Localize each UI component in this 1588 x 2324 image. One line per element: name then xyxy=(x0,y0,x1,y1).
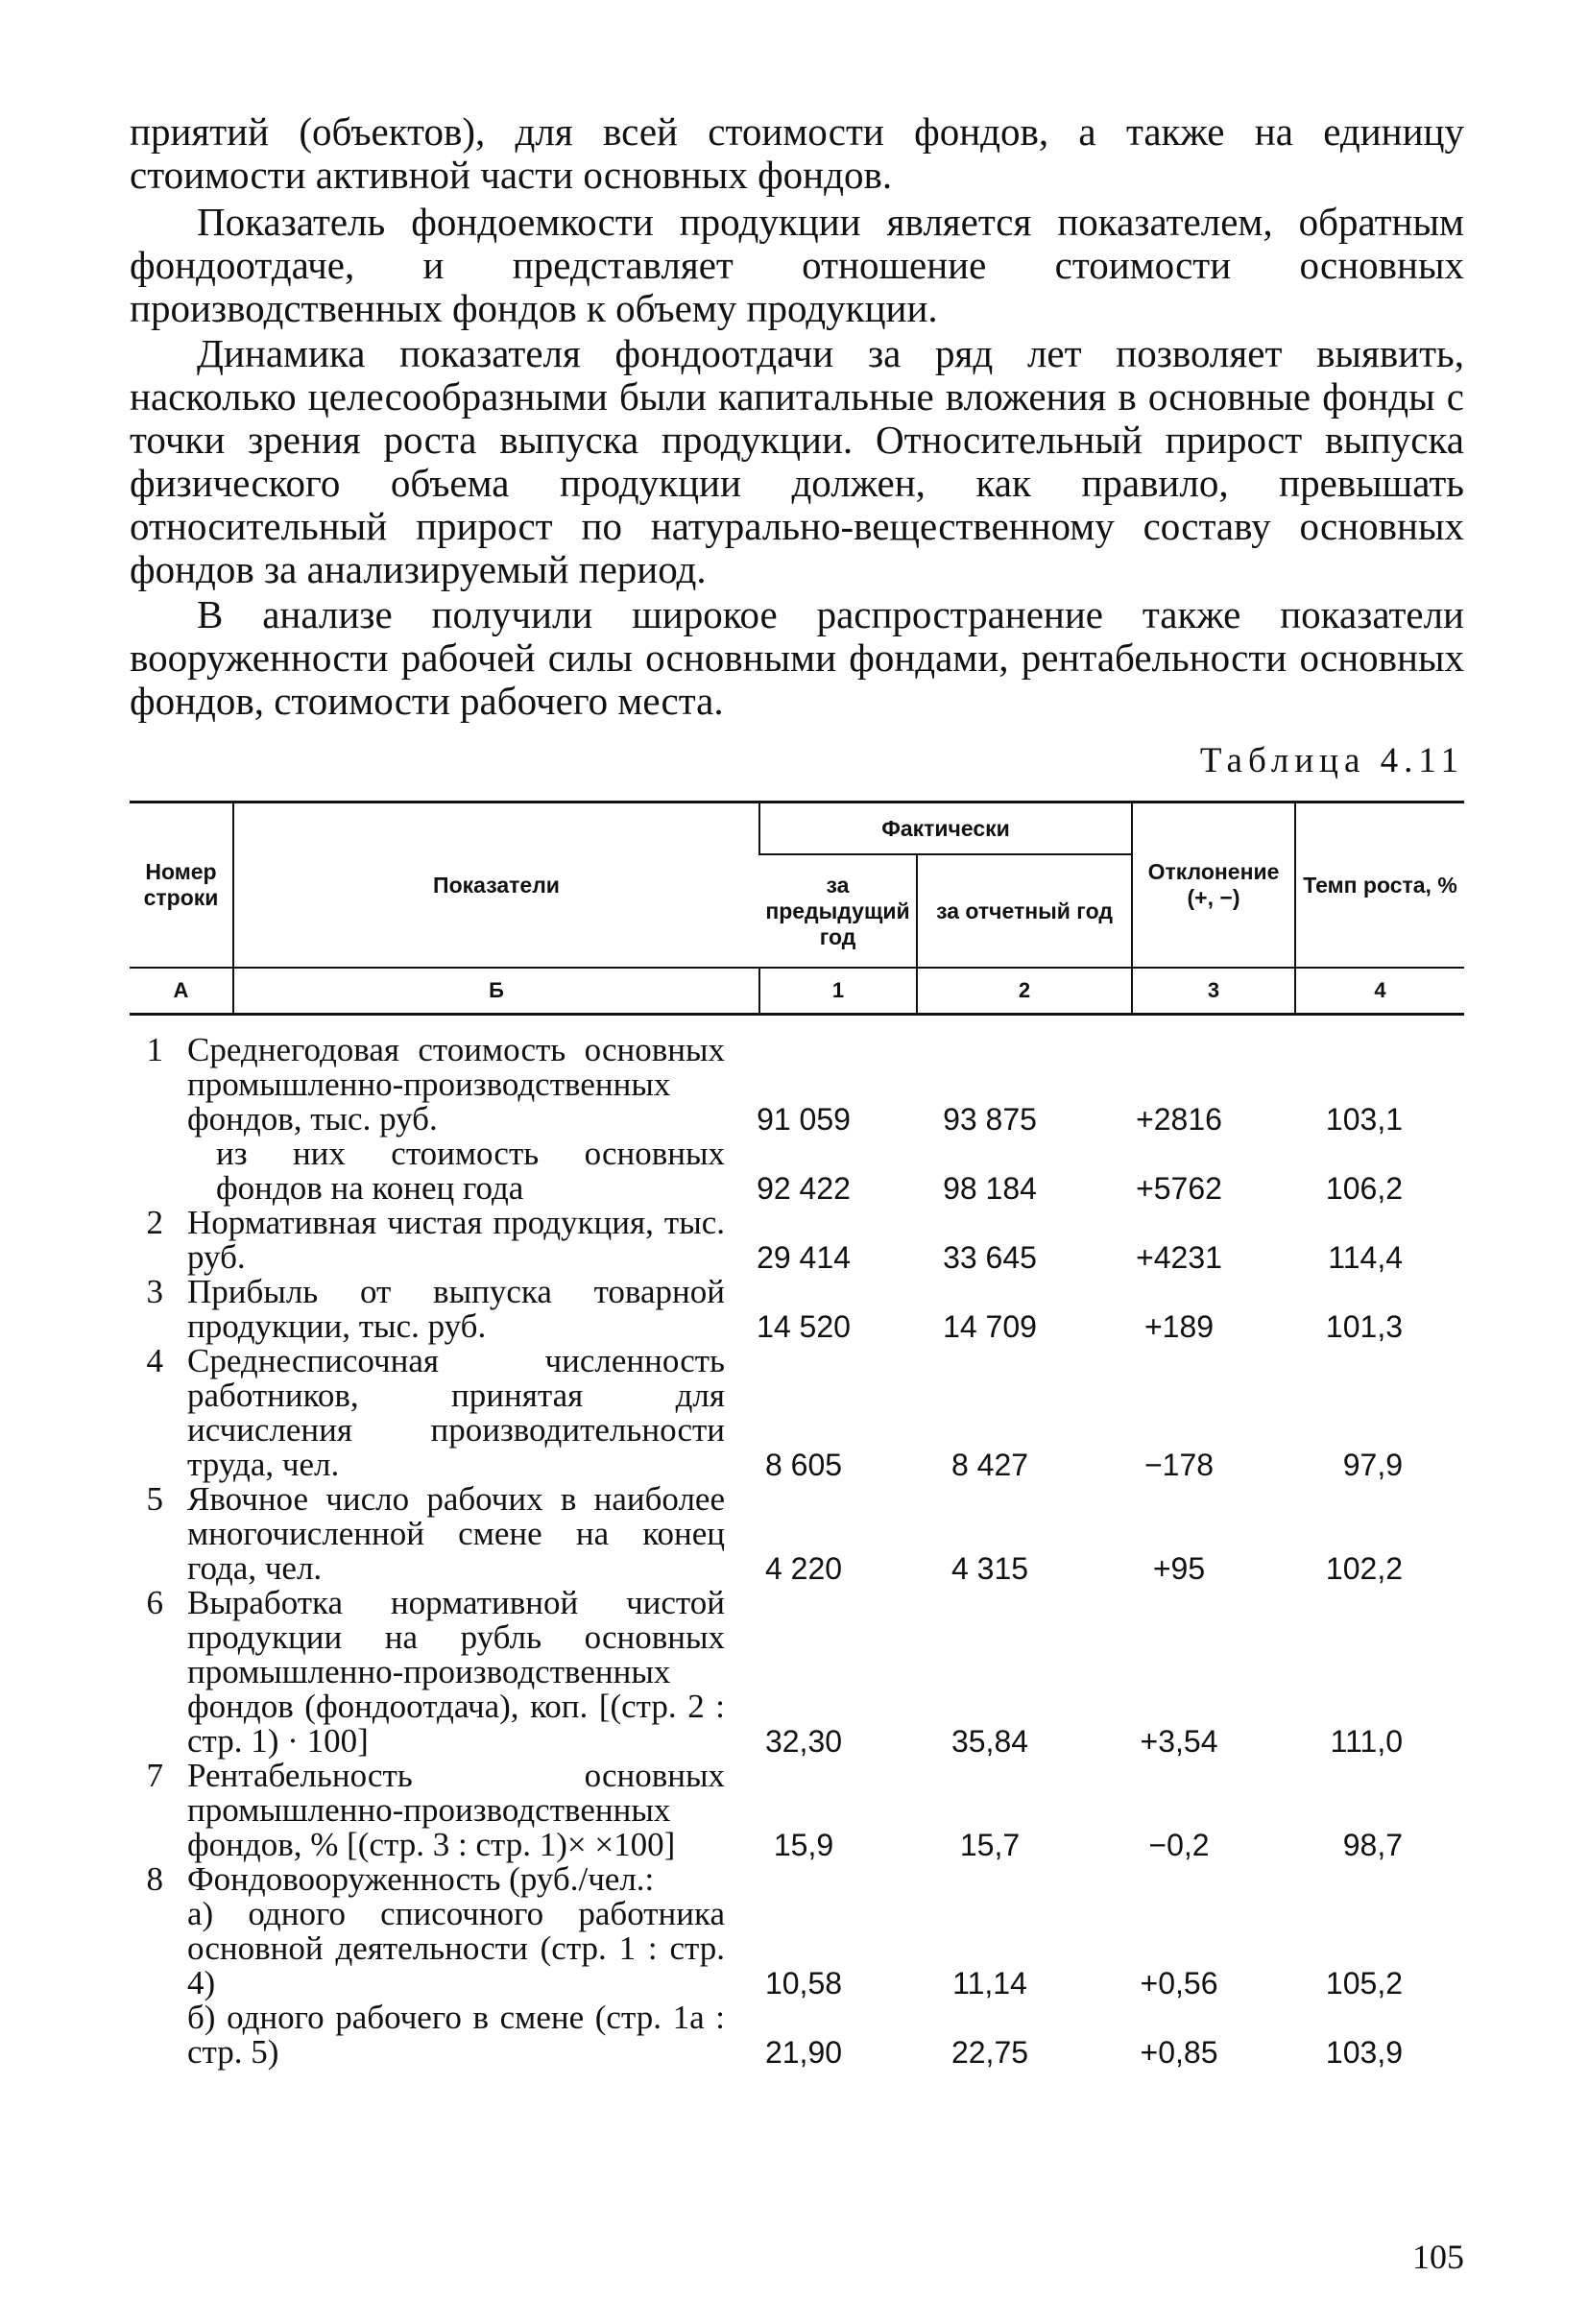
value-report-year: 33 645 xyxy=(943,1240,1037,1275)
value-deviation: −0,2 xyxy=(1148,1828,1210,1862)
column-letter: 4 xyxy=(1295,968,1464,1015)
value-report-year: 4 315 xyxy=(950,1551,1029,1586)
row-number: 6 xyxy=(146,1584,163,1621)
row-label: Среднесписочная численность работников, принятая для исчисления производительности труда, чел. xyxy=(187,1342,725,1483)
value-prev-year: 21,90 xyxy=(764,2035,843,2070)
value-prev-year: 15,9 xyxy=(773,1828,834,1862)
value-deviation: +2816 xyxy=(1136,1102,1222,1137)
header-prev-year: за предыдущий год xyxy=(759,854,917,968)
row-label: Среднегодовая стоимость основных промышленно-производственных фондов, тыс. руб. xyxy=(187,1031,725,1138)
value-prev-year: 10,58 xyxy=(764,1966,843,2001)
header-deviation: Отклонение (+, −) xyxy=(1132,803,1295,969)
header-report-year: за отчетный год xyxy=(917,854,1132,968)
value-report-year: 8 427 xyxy=(950,1448,1029,1482)
column-letter: 3 xyxy=(1132,968,1295,1015)
value-growth: 106,2 xyxy=(1325,1171,1403,1206)
row-number: 3 xyxy=(146,1273,163,1310)
column-letter: 2 xyxy=(917,968,1132,1015)
value-deviation: +95 xyxy=(1152,1551,1206,1586)
header-growth: Темп роста, % xyxy=(1295,803,1464,969)
value-report-year: 93 875 xyxy=(943,1102,1037,1137)
value-growth: 98,7 xyxy=(1342,1828,1403,1862)
row-number: 8 xyxy=(146,1860,163,1898)
value-growth: 102,2 xyxy=(1325,1551,1403,1586)
row-label: Нормативная чистая продукция, тыс. руб. xyxy=(187,1204,725,1276)
table-row xyxy=(130,1586,1464,1759)
value-deviation: +189 xyxy=(1143,1309,1215,1344)
value-prev-year: 14 520 xyxy=(757,1309,851,1344)
value-prev-year: 32,30 xyxy=(764,1724,843,1759)
value-growth: 111,0 xyxy=(1330,1724,1403,1759)
table-header xyxy=(130,801,1464,1016)
value-report-year: 98 184 xyxy=(943,1171,1037,1206)
row-number: 4 xyxy=(146,1342,163,1379)
value-report-year: 35,84 xyxy=(950,1724,1029,1759)
column-letter: 1 xyxy=(759,968,917,1015)
value-deviation: −178 xyxy=(1143,1448,1215,1482)
row-number: 5 xyxy=(146,1480,163,1518)
table-row xyxy=(130,1206,1464,1275)
column-letter: Б xyxy=(233,968,759,1015)
value-report-year: 15,7 xyxy=(959,1828,1021,1862)
row-number: 2 xyxy=(146,1204,163,1241)
table-body xyxy=(130,1033,1464,2070)
row-label: Явочное число рабочих в наиболее многочисленной смене на конец года, чел. xyxy=(187,1480,725,1587)
paragraph-2: Показатель фондоемкости продукции является показателем, обратным фондоотдаче, и представляет отношение стоимости основных производственных фондов к объему продукции. xyxy=(130,200,1464,330)
paragraph-4: В анализе получили широкое распространение также показатели вооруженности рабочей силы основными фондами, рентабельности основных фондов, стоимости рабочего места. xyxy=(130,592,1464,723)
value-growth: 103,1 xyxy=(1325,1102,1403,1137)
table-row xyxy=(130,1897,1464,2001)
value-report-year: 14 709 xyxy=(943,1309,1037,1344)
value-deviation: +3,54 xyxy=(1140,1724,1218,1759)
row-label: Рентабельность основных промышленно-производственных фондов, % [(стр. 3 : стр. 1)× ×100] xyxy=(187,1757,725,1863)
value-prev-year: 91 059 xyxy=(757,1102,851,1137)
column-letter: А xyxy=(130,968,233,1015)
row-number: 1 xyxy=(146,1031,163,1068)
value-deviation: +0,56 xyxy=(1140,1966,1218,2001)
table-row xyxy=(130,1344,1464,1482)
header-actual: Фактически xyxy=(759,803,1132,855)
value-prev-year: 92 422 xyxy=(757,1171,851,1206)
table-caption: Таблица 4.11 xyxy=(1199,741,1464,780)
paragraph-3: Динамика показателя фондоотдачи за ряд лет позволяет выявить, насколько целесообразными были капитальные вложения в основные фонды с точки зрения роста выпуска продукции. Относительный прирост выпуска физического объема продукции должен, как правило, превышать относительный прирост по натурально-вещественному составу основных фондов за анализируемый период. xyxy=(130,331,1464,591)
table-row xyxy=(130,1275,1464,1344)
row-label: Фондовооруженность (руб./чел.: xyxy=(187,1860,655,1898)
row-label: Прибыль от выпуска товарной продукции, тыс. руб. xyxy=(187,1273,725,1345)
book-page xyxy=(130,109,1464,2276)
table-row xyxy=(130,1482,1464,1586)
table-row xyxy=(130,1759,1464,1862)
value-growth: 114,4 xyxy=(1328,1240,1403,1275)
paragraph-1: приятий (объектов), для всей стоимости фондов, а также на единицу стоимости активной части основных фондов. xyxy=(130,109,1464,197)
value-prev-year: 8 605 xyxy=(764,1448,843,1482)
value-deviation: +5762 xyxy=(1136,1171,1222,1206)
row-number: 7 xyxy=(146,1757,163,1794)
row-label: Выработка нормативной чистой продукции на рубль основных промышленно-производственных фондов (фондоотдача), коп. [(стр. 2 : стр. 1) · 100] xyxy=(187,1584,725,1760)
value-deviation: +4231 xyxy=(1136,1240,1222,1275)
row-label: а) одного списочного работника основной деятельности (стр. 1 : стр. 4) xyxy=(187,1895,725,2001)
value-report-year: 22,75 xyxy=(950,2035,1029,2070)
value-deviation: +0,85 xyxy=(1140,2035,1218,2070)
table-row xyxy=(130,2001,1464,2070)
value-report-year: 11,14 xyxy=(952,1966,1027,2001)
value-growth: 103,9 xyxy=(1325,2035,1403,2070)
page-number: 105 xyxy=(1412,2238,1464,2276)
table-row xyxy=(130,1137,1464,1206)
value-prev-year: 4 220 xyxy=(764,1551,843,1586)
row-label: б) одного рабочего в смене (стр. 1а : стр. 5) xyxy=(187,1999,725,2071)
value-prev-year: 29 414 xyxy=(757,1240,851,1275)
table-row xyxy=(130,1862,1464,1897)
value-growth: 105,2 xyxy=(1325,1966,1403,2001)
value-growth: 97,9 xyxy=(1342,1448,1403,1482)
row-label: из них стоимость основных фондов на конец года xyxy=(216,1135,725,1207)
header-row-number: Номер строки xyxy=(130,803,233,969)
header-indicators: Показатели xyxy=(233,803,759,969)
value-growth: 101,3 xyxy=(1325,1309,1403,1344)
table-row xyxy=(130,1033,1464,1137)
